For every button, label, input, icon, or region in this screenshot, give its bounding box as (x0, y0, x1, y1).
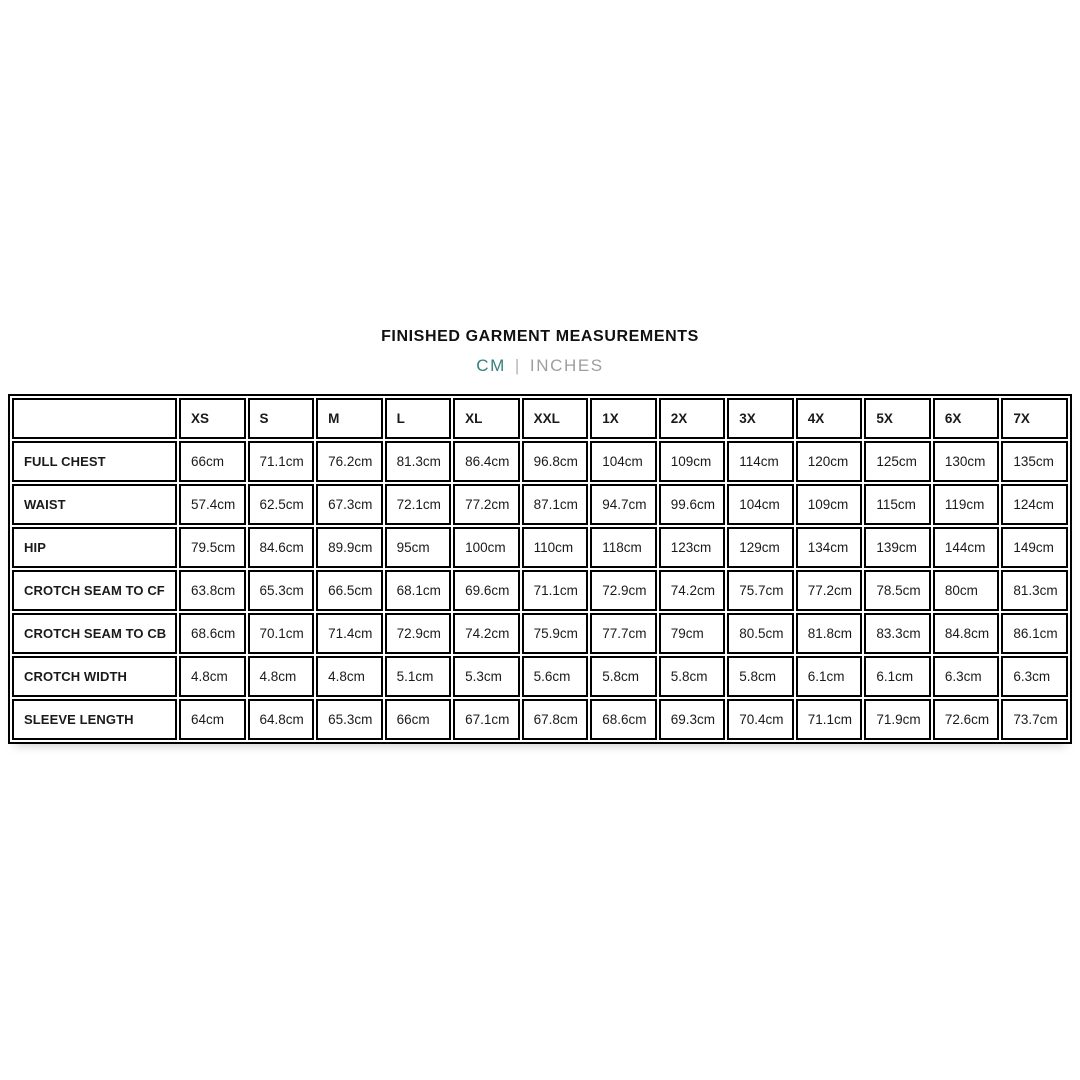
size-chart-header (12, 398, 1068, 439)
measurement-cell: 77.2cm (453, 484, 520, 525)
measurement-cell: 76.2cm (316, 441, 383, 482)
table-row (12, 613, 1068, 654)
measurement-cell: 70.1cm (248, 613, 315, 654)
corner-cell (12, 398, 177, 439)
measurement-row-label: WAIST (12, 484, 177, 525)
measurement-cell: 99.6cm (659, 484, 726, 525)
measurement-cell: 66.5cm (316, 570, 383, 611)
measurement-cell: 135cm (1001, 441, 1068, 482)
measurement-cell: 75.7cm (727, 570, 794, 611)
measurement-cell: 109cm (796, 484, 863, 525)
table-row (12, 441, 1068, 482)
size-column-header: 3X (727, 398, 794, 439)
measurement-cell: 81.8cm (796, 613, 863, 654)
measurement-cell: 129cm (727, 527, 794, 568)
measurement-cell: 71.4cm (316, 613, 383, 654)
size-column-header: XS (179, 398, 246, 439)
measurement-cell: 64cm (179, 699, 246, 740)
measurement-cell: 79.5cm (179, 527, 246, 568)
measurement-cell: 6.3cm (933, 656, 1000, 697)
measurement-cell: 65.3cm (248, 570, 315, 611)
measurement-cell: 77.2cm (796, 570, 863, 611)
measurement-cell: 5.6cm (522, 656, 589, 697)
measurement-row-label: CROTCH SEAM TO CB (12, 613, 177, 654)
size-column-header: 2X (659, 398, 726, 439)
measurement-cell: 125cm (864, 441, 931, 482)
measurement-cell: 72.9cm (590, 570, 657, 611)
measurement-cell: 5.8cm (590, 656, 657, 697)
measurement-cell: 86.1cm (1001, 613, 1068, 654)
size-column-header: 4X (796, 398, 863, 439)
measurement-cell: 84.8cm (933, 613, 1000, 654)
measurement-cell: 5.8cm (727, 656, 794, 697)
size-column-header: 5X (864, 398, 931, 439)
measurement-cell: 72.9cm (385, 613, 452, 654)
measurement-row-label: CROTCH SEAM TO CF (12, 570, 177, 611)
measurement-cell: 84.6cm (248, 527, 315, 568)
measurement-cell: 57.4cm (179, 484, 246, 525)
measurement-cell: 79cm (659, 613, 726, 654)
table-row (12, 570, 1068, 611)
measurement-cell: 104cm (590, 441, 657, 482)
measurement-cell: 68.6cm (179, 613, 246, 654)
measurement-cell: 4.8cm (179, 656, 246, 697)
measurement-cell: 78.5cm (864, 570, 931, 611)
size-column-header: L (385, 398, 452, 439)
table-row (12, 699, 1068, 740)
measurement-cell: 123cm (659, 527, 726, 568)
measurement-cell: 130cm (933, 441, 1000, 482)
measurement-cell: 74.2cm (659, 570, 726, 611)
unit-toggle (0, 356, 1080, 376)
measurement-cell: 149cm (1001, 527, 1068, 568)
measurement-cell: 80cm (933, 570, 1000, 611)
measurement-cell: 67.1cm (453, 699, 520, 740)
table-row (12, 656, 1068, 697)
measurement-cell: 139cm (864, 527, 931, 568)
measurement-cell: 72.6cm (933, 699, 1000, 740)
measurement-cell: 110cm (522, 527, 589, 568)
size-column-header: 6X (933, 398, 1000, 439)
size-column-header: 1X (590, 398, 657, 439)
measurement-cell: 70.4cm (727, 699, 794, 740)
measurement-cell: 81.3cm (1001, 570, 1068, 611)
measurement-cell: 69.3cm (659, 699, 726, 740)
measurement-cell: 63.8cm (179, 570, 246, 611)
unit-toggle-separator: | (514, 356, 521, 375)
measurement-cell: 6.1cm (796, 656, 863, 697)
table-row (12, 484, 1068, 525)
measurement-cell: 71.9cm (864, 699, 931, 740)
measurement-cell: 71.1cm (796, 699, 863, 740)
size-chart-table (8, 394, 1072, 744)
size-chart-body (12, 441, 1068, 740)
measurement-cell: 100cm (453, 527, 520, 568)
measurement-cell: 120cm (796, 441, 863, 482)
measurement-cell: 6.1cm (864, 656, 931, 697)
measurement-cell: 124cm (1001, 484, 1068, 525)
size-column-header: S (248, 398, 315, 439)
measurement-cell: 73.7cm (1001, 699, 1068, 740)
measurement-cell: 65.3cm (316, 699, 383, 740)
measurement-cell: 114cm (727, 441, 794, 482)
size-column-header: XXL (522, 398, 589, 439)
measurement-cell: 62.5cm (248, 484, 315, 525)
measurement-cell: 4.8cm (316, 656, 383, 697)
measurement-cell: 4.8cm (248, 656, 315, 697)
size-column-header: M (316, 398, 383, 439)
measurement-cell: 144cm (933, 527, 1000, 568)
measurement-cell: 75.9cm (522, 613, 589, 654)
measurement-cell: 6.3cm (1001, 656, 1068, 697)
measurement-cell: 71.1cm (248, 441, 315, 482)
measurement-cell: 89.9cm (316, 527, 383, 568)
measurement-cell: 87.1cm (522, 484, 589, 525)
table-row (12, 527, 1068, 568)
header-row (12, 398, 1068, 439)
measurement-cell: 109cm (659, 441, 726, 482)
measurement-cell: 66cm (385, 699, 452, 740)
measurement-row-label: FULL CHEST (12, 441, 177, 482)
measurement-cell: 5.8cm (659, 656, 726, 697)
measurement-cell: 67.8cm (522, 699, 589, 740)
measurement-cell: 118cm (590, 527, 657, 568)
measurement-cell: 67.3cm (316, 484, 383, 525)
measurement-cell: 115cm (864, 484, 931, 525)
size-column-header: 7X (1001, 398, 1068, 439)
measurement-cell: 5.1cm (385, 656, 452, 697)
measurement-cell: 72.1cm (385, 484, 452, 525)
measurement-row-label: HIP (12, 527, 177, 568)
measurement-cell: 66cm (179, 441, 246, 482)
measurement-cell: 68.1cm (385, 570, 452, 611)
measurement-cell: 104cm (727, 484, 794, 525)
measurement-row-label: SLEEVE LENGTH (12, 699, 177, 740)
measurement-cell: 5.3cm (453, 656, 520, 697)
measurement-cell: 69.6cm (453, 570, 520, 611)
measurement-cell: 74.2cm (453, 613, 520, 654)
measurement-cell: 77.7cm (590, 613, 657, 654)
unit-option-cm[interactable]: CM (476, 356, 506, 375)
measurement-cell: 94.7cm (590, 484, 657, 525)
measurement-cell: 80.5cm (727, 613, 794, 654)
unit-option-inches[interactable]: INCHES (529, 356, 604, 375)
measurement-cell: 68.6cm (590, 699, 657, 740)
measurement-cell: 71.1cm (522, 570, 589, 611)
size-column-header: XL (453, 398, 520, 439)
measurement-cell: 83.3cm (864, 613, 931, 654)
measurement-cell: 86.4cm (453, 441, 520, 482)
measurement-cell: 119cm (933, 484, 1000, 525)
measurement-row-label: CROTCH WIDTH (12, 656, 177, 697)
measurement-cell: 134cm (796, 527, 863, 568)
measurement-cell: 95cm (385, 527, 452, 568)
measurement-cell: 96.8cm (522, 441, 589, 482)
page-title: FINISHED GARMENT MEASUREMENTS (381, 328, 699, 345)
measurement-cell: 81.3cm (385, 441, 452, 482)
measurement-cell: 64.8cm (248, 699, 315, 740)
